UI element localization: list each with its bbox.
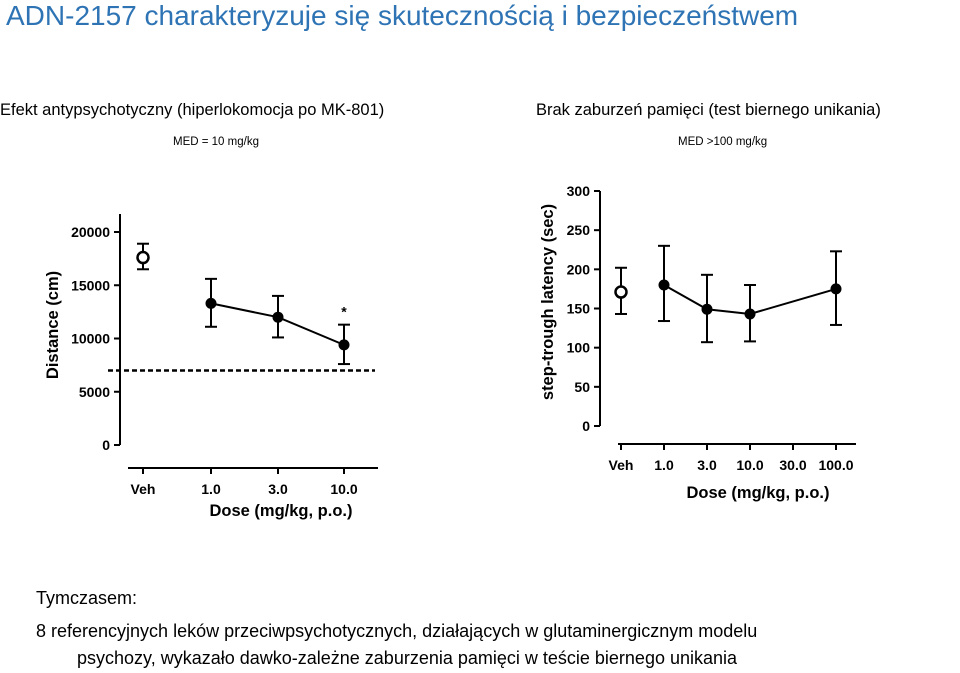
right-x-axis-label: Dose (mg/kg, p.o.) [686, 484, 830, 502]
left-control-point [138, 252, 149, 263]
right-data-point [659, 280, 670, 291]
right-x-tick-label: 10.0 [736, 457, 764, 473]
left-data-point [339, 339, 350, 350]
right-y-tick-label: 100 [566, 339, 590, 356]
right-control-point [616, 287, 627, 298]
right-x-tick-label: 3.0 [697, 457, 717, 473]
slide-title: ADN-2157 charakteryzuje się skutecznością i bezpieczeństwem [6, 0, 799, 31]
right-y-tick-label: 200 [566, 261, 590, 278]
right-y-tick-label: 250 [566, 222, 590, 239]
left-x-tick-label: 3.0 [268, 481, 288, 497]
right-y-tick-label: 300 [566, 183, 590, 199]
left-y-tick-label: 20000 [71, 224, 110, 240]
right-y-axis-label: step-trough latency (sec) [539, 203, 557, 401]
left-x-axis-label: Dose (mg/kg, p.o.) [209, 502, 353, 520]
right-x-tick-label: 100.0 [818, 457, 854, 473]
left-x-tick-label: 10.0 [330, 481, 358, 497]
right-chart-title: Brak zaburzeń pamięci (test biernego unikania) [536, 101, 881, 119]
right-x-tick-label: Veh [608, 457, 634, 473]
right-y-tick-label: 150 [566, 300, 590, 317]
left-significance-marker: * [341, 303, 347, 320]
left-x-tick-label: 1.0 [201, 481, 221, 497]
locomotion-chart [0, 190, 420, 530]
right-y-tick-label: 0 [582, 418, 590, 434]
left-data-point [273, 312, 284, 323]
left-med-label: MED = 10 mg/kg [173, 136, 259, 148]
right-data-point [702, 304, 713, 315]
left-x-tick-label: Veh [130, 481, 156, 497]
right-x-tick-label: 30.0 [779, 457, 807, 473]
left-data-point [206, 298, 217, 309]
right-data-point [831, 283, 842, 294]
latency-chart [520, 178, 960, 508]
footer-heading: Tymczasem: [36, 588, 138, 608]
right-med-label: MED >100 mg/kg [678, 136, 768, 148]
footer-line-2: psychozy, wykazało dawko-zależne zaburzenia pamięci w teście biernego unikania [77, 648, 738, 668]
left-y-tick-label: 5000 [78, 383, 110, 400]
right-data-point [745, 308, 756, 319]
left-y-tick-label: 0 [102, 437, 110, 453]
left-chart-title: Efekt antypsychotyczny (hiperlokomocja po MK-801) [0, 101, 385, 119]
left-y-tick-label: 15000 [71, 277, 110, 294]
right-y-tick-label: 50 [574, 378, 590, 395]
left-y-tick-label: 10000 [71, 330, 110, 347]
footer-line-1: 8 referencyjnych leków przeciwpsychotycznych, działających w glutaminergicznym modelu [36, 621, 758, 641]
left-y-axis-label: Distance (cm) [44, 270, 62, 380]
right-x-tick-label: 1.0 [654, 457, 674, 473]
